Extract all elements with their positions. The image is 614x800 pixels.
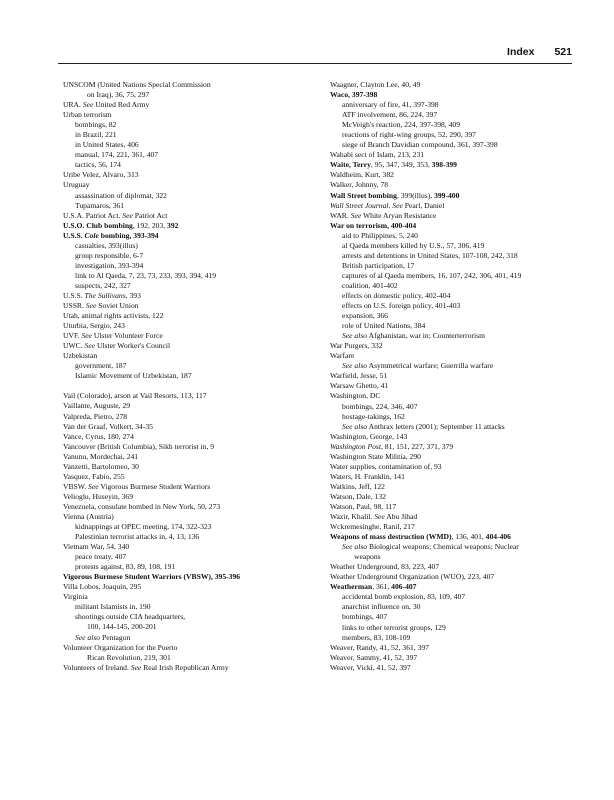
entry-text: anarchist influence on, 30 — [342, 602, 421, 612]
index-subentry — [63, 653, 323, 663]
entry-text: Volunteer Organization for the Puerto — [63, 642, 178, 652]
index-subentry — [63, 622, 323, 632]
index-entry — [63, 582, 323, 592]
entry-text: Waco, 397-398 — [330, 90, 378, 100]
entry-text: kidnappings at OPEC meeting, 174, 322-323 — [75, 522, 212, 532]
index-entry — [330, 351, 580, 361]
entry-text: Waters, H. Franklin, 141 — [330, 471, 405, 481]
entry-text: expansion, 366 — [342, 311, 388, 321]
entry-text: USSR. — [63, 301, 86, 311]
index-entry — [63, 492, 323, 502]
entry-text: tactics, 56, 174 — [75, 160, 121, 170]
entry-text: 399-400 — [434, 190, 460, 200]
entry-text: Wckremesinghe, Ranil, 217 — [330, 522, 415, 532]
entry-text: Anthrax letters (2001); September 11 attacks — [367, 421, 505, 431]
entry-text: See — [374, 512, 385, 522]
index-subentry — [63, 191, 323, 201]
entry-text: investigation, 393-394 — [75, 260, 144, 270]
index-subentry — [330, 100, 580, 110]
entry-text: Vance, Cyrus, 180, 274 — [63, 431, 134, 441]
index-entry — [63, 432, 323, 442]
index-subentry — [63, 120, 323, 130]
index-subentry — [330, 321, 580, 331]
index-entry — [63, 452, 323, 462]
index-subentry — [63, 361, 323, 371]
entry-text: Villa Lobos, Joaquin, 295 — [63, 582, 142, 592]
entry-text: shootings outside CIA headquarters, — [75, 612, 186, 622]
entry-text: hostage-takings, 162 — [342, 411, 405, 421]
index-subentry — [330, 110, 580, 120]
index-subentry — [330, 311, 580, 321]
entry-text: arrests and detentions in United States, 107-108, 242, 318 — [342, 250, 518, 260]
index-subentry — [330, 592, 580, 602]
index-subentry — [63, 371, 323, 381]
index-entry — [63, 110, 323, 120]
entry-text: URA. — [63, 100, 83, 110]
index-subentry — [63, 130, 323, 140]
entry-text: Warsaw Ghetto, 41 — [330, 381, 389, 391]
entry-text: Uturbia, Sergio, 243 — [63, 321, 125, 331]
entry-text: accidental bomb explosion, 83, 109, 407 — [342, 592, 466, 602]
entry-text: Biological weapons; Chemical weapons; Nuclear — [367, 542, 519, 552]
entry-text: Vigorous Burmese Student Warriors (VBSW), 395-396 — [63, 572, 241, 582]
entry-text: Pentagon — [100, 632, 131, 642]
entry-text: Wahabi sect of Islam, 213, 231 — [330, 150, 425, 160]
entry-text: Water supplies, contamination of, 93 — [330, 461, 442, 471]
entry-text: 406-407 — [391, 582, 417, 592]
entry-text: Waldheim, Kurt, 382 — [330, 170, 394, 180]
entry-text: Afghanistan, war in; Counterterrorism — [367, 331, 485, 341]
index-subentry — [63, 552, 323, 562]
entry-text: U.S.A. Patriot Act. — [63, 210, 123, 220]
entry-text: Abu Jihad — [384, 512, 418, 522]
index-entry — [63, 472, 323, 482]
entry-text: in Brazil, 221 — [75, 130, 117, 140]
index-subentry — [63, 612, 323, 622]
index-subentry — [330, 331, 580, 341]
entry-text: See also — [342, 361, 368, 371]
index-entry — [63, 351, 323, 361]
index-entry — [63, 512, 323, 522]
index-subentry — [330, 623, 580, 633]
index-entry — [63, 331, 323, 341]
index-subentry — [330, 241, 580, 251]
index-subentry — [330, 120, 580, 130]
entry-text: See — [350, 210, 362, 220]
entry-text: UWC. — [63, 341, 85, 351]
index-entry — [330, 452, 580, 462]
entry-text: coalition, 401-402 — [342, 280, 398, 290]
entry-text: Walker, Johnny, 78 — [330, 180, 389, 190]
index-subentry — [330, 251, 580, 261]
entry-text: Cole — [84, 230, 99, 240]
index-entry — [330, 442, 580, 452]
entry-text: War Purgers, 332 — [330, 341, 383, 351]
entry-text: Soviet Union — [96, 301, 139, 311]
index-entry — [330, 211, 580, 221]
entry-text: in United States, 406 — [75, 140, 139, 150]
index-subentry — [63, 281, 323, 291]
header-rule — [58, 63, 572, 64]
entry-text: , 136, 401, — [451, 532, 486, 542]
entry-text: , 399(illus), — [396, 190, 435, 200]
entry-text: aid to Philippines, 5, 240 — [342, 230, 418, 240]
entry-text: Vietnam War, 54, 340 — [63, 542, 130, 552]
entry-text: effects on domestic policy, 402-404 — [342, 290, 451, 300]
entry-text: Van der Graaf, Volkert, 34-35 — [63, 421, 153, 431]
index-subentry — [63, 532, 323, 542]
index-entry — [330, 522, 580, 532]
entry-text: on Iraq), 36, 75, 297 — [87, 90, 150, 100]
entry-text: anniversary of fire, 41, 397-398 — [342, 100, 439, 110]
entry-text: siege of Branch Davidian compound, 361, 397-398 — [342, 140, 498, 150]
entry-text: UVF. — [63, 331, 82, 341]
entry-text: , 81, 151, 227, 371, 379 — [380, 441, 454, 451]
section-gap — [63, 381, 323, 391]
entry-text: Vaillante, Auguste, 29 — [63, 401, 131, 411]
entry-text: Velioglu, Huseyin, 369 — [63, 491, 134, 501]
index-entry — [330, 201, 580, 211]
entry-text: See also — [342, 542, 368, 552]
index-entry — [330, 572, 580, 582]
index-subentry — [63, 251, 323, 261]
entry-text: Watkins, Jeff, 122 — [330, 481, 385, 491]
index-entry — [63, 341, 323, 351]
index-entry — [63, 542, 323, 552]
entry-text: , 393 — [125, 290, 141, 300]
index-subentry — [330, 633, 580, 643]
index-subentry — [63, 140, 323, 150]
entry-text: bombings, 224, 346, 407 — [342, 401, 418, 411]
entry-text: effects on U.S. foreign policy, 401-403 — [342, 301, 461, 311]
entry-text: Weather Underground Organization (WUO), 223, 407 — [330, 572, 495, 582]
entry-text: Wall Street bombing — [330, 190, 397, 200]
entry-text: Watson, Paul, 98, 117 — [330, 501, 397, 511]
entry-text: Waite, Terry — [330, 160, 371, 170]
index-column-left — [63, 80, 323, 673]
index-subentry — [330, 612, 580, 622]
entry-text: Vigorous Burmese Student Warriors — [98, 481, 211, 491]
entry-text: Washington Post — [330, 441, 381, 451]
entry-text: militant Islamists in, 190 — [75, 602, 151, 612]
entry-text: group responsible, 6-7 — [75, 250, 144, 260]
entry-text: Palestinian terrorist attacks in, 4, 13, 136 — [75, 532, 200, 542]
index-entry — [63, 502, 323, 512]
entry-text: Washington, DC — [330, 391, 381, 401]
index-entry — [63, 401, 323, 411]
index-column-right — [330, 80, 580, 673]
index-subentry — [63, 201, 323, 211]
index-entry — [63, 170, 323, 180]
index-entry — [330, 391, 580, 401]
entry-text: casualties, 393(illus) — [75, 240, 138, 250]
entry-text: Urban terrorism — [63, 110, 112, 120]
index-entry — [330, 150, 580, 160]
entry-text: U.S.S. — [63, 230, 85, 240]
index-entry — [63, 422, 323, 432]
page-number: 521 — [554, 46, 572, 58]
entry-text: Weatherman — [330, 582, 373, 592]
entry-text: government, 187 — [75, 361, 127, 371]
entry-text: Warfield, Jesse, 51 — [330, 371, 388, 381]
index-subentry — [330, 140, 580, 150]
index-entry — [330, 80, 580, 90]
entry-text: Weaver, Vicki, 41, 52, 397 — [330, 662, 411, 672]
entry-text: Wazir, Khalil. — [330, 512, 375, 522]
entry-text: Washington, George, 143 — [330, 431, 408, 441]
entry-text: assassination of diplomat, 322 — [75, 190, 167, 200]
entry-text: bombings, 82 — [75, 120, 117, 130]
entry-text: link to Al Qaeda, 7, 23, 73, 233, 393, 394, 419 — [75, 270, 217, 280]
index-entry — [330, 562, 580, 572]
index-entry — [330, 643, 580, 653]
entry-text: ATF involvement, 86, 224, 397 — [342, 110, 438, 120]
index-entry — [63, 301, 323, 311]
index-entry — [330, 170, 580, 180]
index-subentry — [330, 402, 580, 412]
entry-text: Uzbekistan — [63, 351, 98, 361]
entry-text: Real Irish Republican Army — [141, 662, 229, 672]
entry-text: , 192, 203, — [132, 220, 168, 230]
entry-text: peace treaty, 407 — [75, 552, 127, 562]
index-subentry — [63, 271, 323, 281]
index-entry — [330, 90, 580, 100]
entry-text: United Red Army — [93, 100, 150, 110]
index-subentry — [63, 261, 323, 271]
index-subentry — [330, 271, 580, 281]
index-entry — [63, 643, 323, 653]
index-entry — [330, 371, 580, 381]
index-subentry — [63, 150, 323, 160]
entry-text: See also — [342, 331, 368, 341]
index-entry — [63, 572, 323, 582]
index-entry — [330, 532, 580, 542]
entry-text: See — [85, 301, 97, 311]
entry-text: Utah, animal rights activists, 122 — [63, 311, 164, 321]
entry-text: protests against, 83, 89, 108, 191 — [75, 562, 176, 572]
entry-text: Weaver, Randy, 41, 52, 361, 397 — [330, 642, 429, 652]
entry-text: members, 83, 108-109 — [342, 632, 411, 642]
entry-text: See — [82, 100, 94, 110]
index-entry — [330, 432, 580, 442]
index-subentry — [330, 231, 580, 241]
entry-text: Pearl, Daniel — [402, 200, 445, 210]
entry-text: Uribe Velez, Alvaro, 313 — [63, 170, 139, 180]
entry-text: bombing, 393-394 — [98, 230, 159, 240]
entry-text: Vail (Colorado), arson at Vail Resorts, 113, 117 — [63, 391, 207, 401]
index-subentry — [330, 552, 580, 562]
index-entry — [330, 582, 580, 592]
entry-text: See — [122, 210, 133, 220]
index-entry — [330, 492, 580, 502]
index-subentry — [330, 422, 580, 432]
entry-text: Warfare — [330, 351, 355, 361]
index-entry — [63, 80, 323, 90]
entry-text: Vancouver (British Columbia), Sikh terrorist in, 9 — [63, 441, 215, 451]
entry-text: Waagner, Clayton Lee, 40, 49 — [330, 80, 421, 89]
entry-text: U.S.S. — [63, 290, 85, 300]
index-subentry — [330, 361, 580, 371]
entry-text: Vasquez, Fabio, 255 — [63, 471, 125, 481]
index-subentry — [330, 261, 580, 271]
index-entry — [330, 482, 580, 492]
index-subentry — [330, 602, 580, 612]
index-entry — [330, 341, 580, 351]
index-entry — [330, 462, 580, 472]
entry-text: Uruguay — [63, 180, 90, 190]
entry-text: 100, 144-145, 200-201 — [87, 622, 157, 632]
entry-text: WAR. — [330, 210, 351, 220]
entry-text: VBSW. — [63, 481, 89, 491]
index-entry — [63, 391, 323, 401]
entry-text: 404-406 — [485, 532, 511, 542]
entry-text: suspects, 242, 327 — [75, 280, 131, 290]
index-entry — [63, 180, 323, 190]
index-entry — [330, 502, 580, 512]
index-entry — [330, 381, 580, 391]
entry-text: See — [88, 481, 99, 491]
index-subentry — [63, 562, 323, 572]
entry-text: Islamic Movement of Uzbekistan, 187 — [75, 371, 192, 381]
entry-text: See — [81, 331, 92, 341]
index-entry — [330, 160, 580, 170]
entry-text: See — [130, 662, 142, 672]
running-header — [507, 46, 572, 62]
entry-text: weapons — [354, 552, 381, 562]
index-entry — [63, 321, 323, 331]
entry-text: The Sullivans — [84, 290, 126, 300]
entry-text: McVeigh's reaction, 224, 397-398, 409 — [342, 120, 460, 130]
index-subentry — [63, 633, 323, 643]
entry-text: Washington State Militia, 290 — [330, 451, 421, 461]
entry-text: Vanzetti, Bartolomeo, 30 — [63, 461, 139, 471]
entry-text: Weaver, Sammy, 41, 52, 397 — [330, 652, 418, 662]
index-entry — [63, 211, 323, 221]
entry-text: See also — [342, 421, 368, 431]
entry-text: Weather Underground, 83, 223, 407 — [330, 562, 440, 572]
index-subentry — [330, 542, 580, 552]
entry-text: al Qaeda members killed by U.S., 57, 306, 419 — [342, 240, 485, 250]
entry-text: See — [392, 200, 403, 210]
entry-text: Volunteers of Ireland. — [63, 662, 131, 672]
entry-text: Valpreda, Pietro, 278 — [63, 411, 128, 421]
entry-text: UNSCOM (United Nations Special Commission — [63, 80, 211, 89]
index-entry — [63, 231, 323, 241]
entry-text: Virginia — [63, 592, 88, 602]
entry-text: Tupamaros, 361 — [75, 200, 125, 210]
index-entry — [63, 442, 323, 452]
entry-text: Ulster Worker's Council — [95, 341, 171, 351]
entry-text: Vanunu, Mordechai, 241 — [63, 451, 139, 461]
index-entry — [330, 512, 580, 522]
entry-text: War on terrorism, 400-404 — [330, 220, 417, 230]
index-subentry — [330, 291, 580, 301]
entry-text: 392 — [167, 220, 179, 230]
index-entry — [330, 663, 580, 673]
index-entry — [330, 221, 580, 231]
entry-text: bombings, 407 — [342, 612, 388, 622]
entry-text: Rican Revolution, 219, 301 — [87, 652, 171, 662]
index-entry — [63, 100, 323, 110]
index-subentry — [330, 130, 580, 140]
entry-text: 398-399 — [431, 160, 457, 170]
index-entry — [63, 462, 323, 472]
entry-text: Patriot Act — [132, 210, 168, 220]
index-subentry — [63, 241, 323, 251]
index-subentry — [63, 522, 323, 532]
index-subentry — [330, 412, 580, 422]
entry-text: Ulster Volunteer Force — [91, 331, 163, 341]
entry-text: , 95, 347, 349, 353, — [370, 160, 432, 170]
entry-text: Venezuela, consulate bombed in New York, 50, 273 — [63, 501, 221, 511]
entry-text: . — [388, 200, 393, 210]
index-entry — [63, 291, 323, 301]
index-entry — [63, 412, 323, 422]
index-entry — [330, 180, 580, 190]
entry-text: links to other terrorist groups, 129 — [342, 622, 446, 632]
index-subentry — [63, 90, 323, 100]
index-subentry — [330, 301, 580, 311]
entry-text: role of United Nations, 384 — [342, 321, 426, 331]
entry-text: U.S.O. Club bombing — [63, 220, 133, 230]
index-entry — [63, 221, 323, 231]
entry-text: White Aryan Resistance — [361, 210, 437, 220]
entry-text: reactions of right-wing groups, 52, 290, 397 — [342, 130, 476, 140]
entry-text: Asymmetrical warfare; Guerrilla warfare — [367, 361, 494, 371]
index-entry — [63, 663, 323, 673]
index-entry — [330, 472, 580, 482]
index-entry — [63, 592, 323, 602]
entry-text: See also — [75, 632, 101, 642]
index-entry — [330, 653, 580, 663]
entry-text: Watson, Dale, 132 — [330, 491, 386, 501]
entry-text: Weapons of mass destruction (WMD) — [330, 532, 452, 542]
header-title: Index — [507, 46, 535, 58]
entry-text: British participation, 17 — [342, 260, 415, 270]
entry-text: captures of al Qaeda members, 16, 107, 242, 306, 401, 419 — [342, 270, 522, 280]
entry-text: Vienna (Austria) — [63, 511, 114, 521]
index-entry — [63, 482, 323, 492]
index-entry — [63, 311, 323, 321]
index-subentry — [63, 160, 323, 170]
index-subentry — [63, 602, 323, 612]
index-entry — [330, 191, 580, 201]
entry-text: Wall Street Journal — [330, 200, 389, 210]
index-subentry — [330, 281, 580, 291]
entry-text: , 361, — [372, 582, 392, 592]
entry-text: See — [84, 341, 96, 351]
entry-text: manual, 174, 221, 361, 407 — [75, 150, 159, 160]
